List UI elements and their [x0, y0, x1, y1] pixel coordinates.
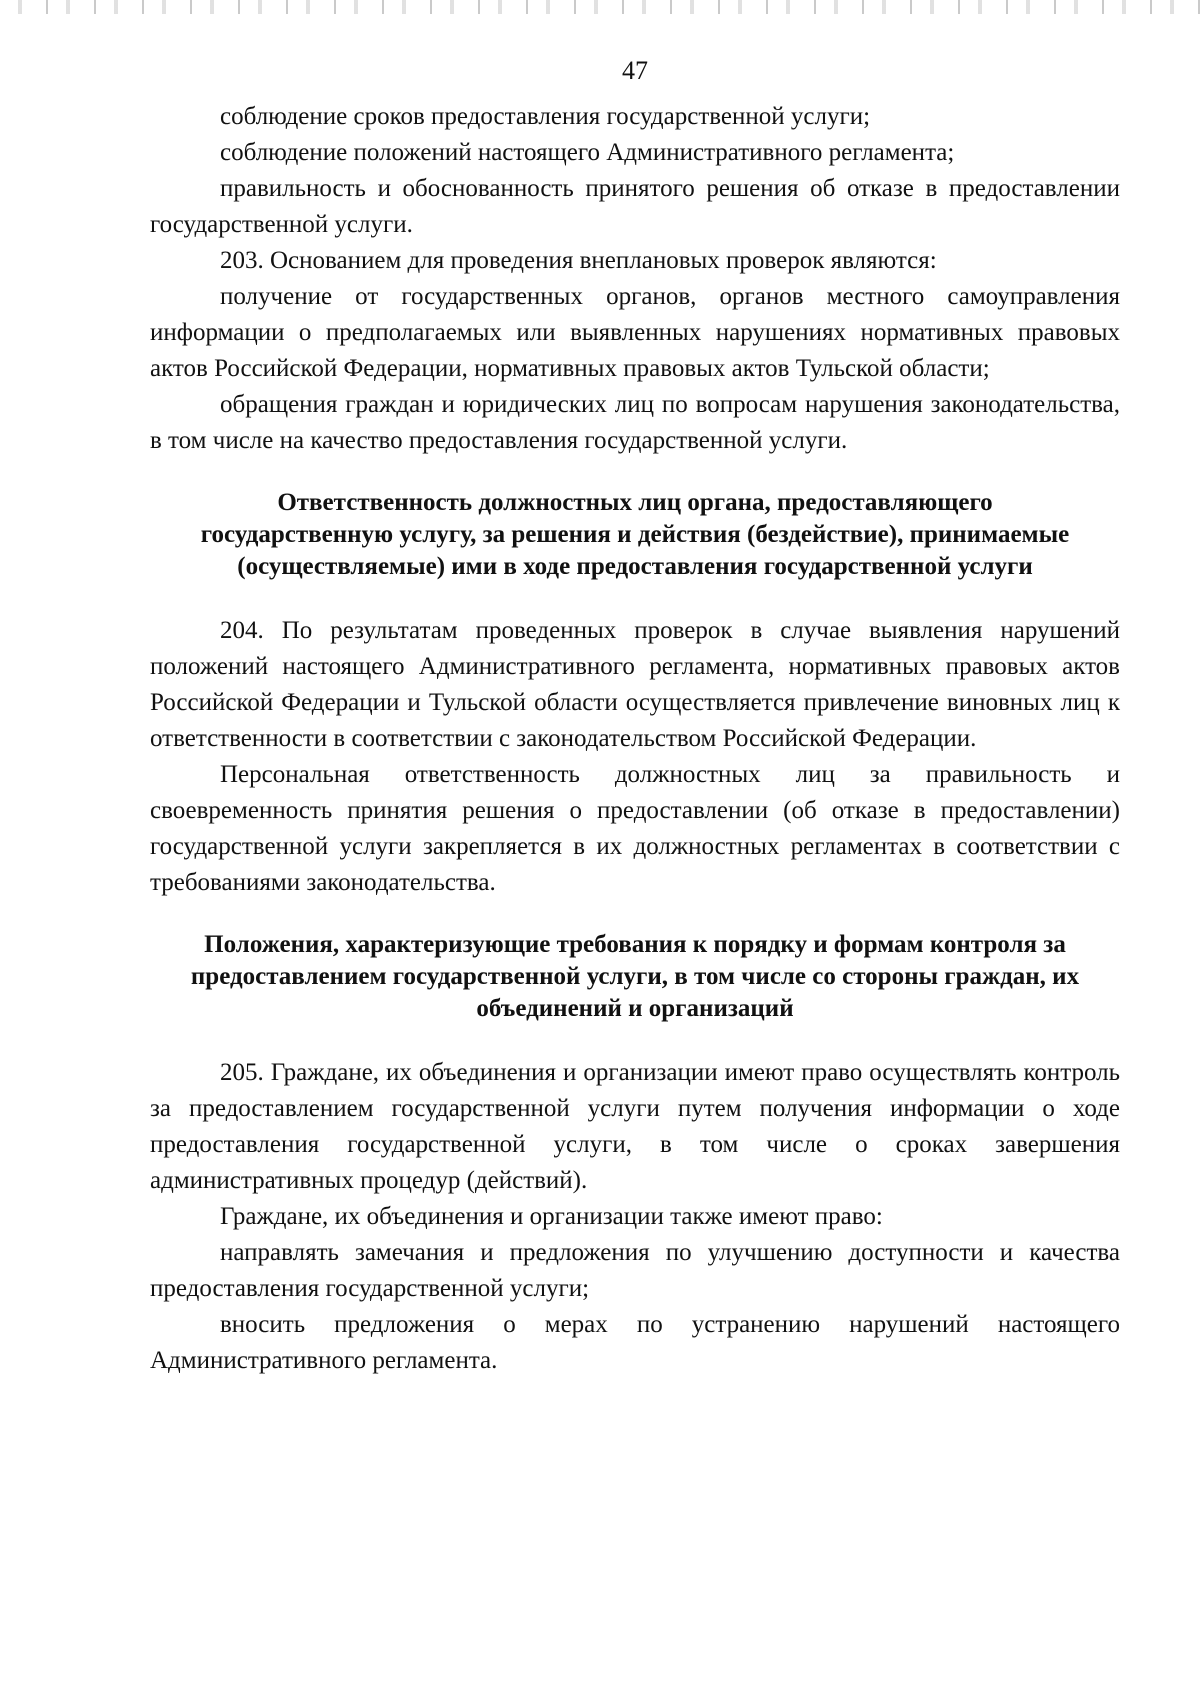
page-number: 47	[622, 56, 648, 85]
paragraph-205: 205. Граждане, их объединения и организации имеют право осуществлять контроль за предоставлением государственной услуги путем получения информации о ходе предоставления государственной услуги, в том числе о сроках завершения административных процедур (действий).	[150, 1059, 1120, 1194]
paragraph: Персональная ответственность должностных лиц за правильность и своевременность принятия решения о предоставлении (об отказе в предоставлении) государственной услуги закрепляется в их должностных регламентах в соответствии с требованиями законодательства.	[150, 761, 1120, 896]
citizen-control-section	[150, 1055, 1120, 1379]
document-page	[150, 55, 1120, 1379]
responsibility-section	[150, 613, 1120, 901]
paragraph: обращения граждан и юридических лиц по вопросам нарушения законодательства, в том числе на качество предоставления государственной услуги.	[150, 391, 1120, 454]
paragraph: правильность и обоснованность принятого решения об отказе в предоставлении государственной услуги.	[150, 175, 1120, 238]
paragraph: соблюдение положений настоящего Административного регламента;	[220, 139, 955, 166]
paragraph: соблюдение сроков предоставления государственной услуги;	[220, 103, 871, 130]
section-heading-control: Положения, характеризующие требования к порядку и формам контроля за предоставлением государственной услуги, в том числе со стороны граждан, их объединений и организаций	[190, 931, 1080, 1022]
paragraph-204: 204. По результатам проведенных проверок в случае выявления нарушений положений настоящего Административного регламента, нормативных правовых актов Российской Федерации и Тульской области осуществляется привлечение виновных лиц к ответственности в соответствии с законодательством Российской Федерации.	[150, 617, 1120, 752]
section-heading-responsibility: Ответственность должностных лиц органа, предоставляющего государственную услугу, за решения и действия (бездействие), принимаемые (осуществляемые) ими в ходе предоставления государственной услуги	[200, 489, 1070, 580]
paragraph: Граждане, их объединения и организации также имеют право:	[220, 1203, 883, 1230]
paragraph: вносить предложения о мерах по устранению нарушений настоящего Административного регламента.	[150, 1311, 1120, 1374]
scan-edge	[0, 0, 1200, 14]
paragraph: получение от государственных органов, органов местного самоуправления информации о предполагаемых или выявленных нарушениях нормативных правовых актов Российской Федерации, нормативных правовых актов Тульской области;	[150, 283, 1120, 382]
paragraph-203: 203. Основанием для проведения внеплановых проверок являются:	[220, 247, 937, 274]
inspection-criteria-section	[150, 99, 1120, 459]
paragraph: направлять замечания и предложения по улучшению доступности и качества предоставления государственной услуги;	[150, 1239, 1120, 1302]
